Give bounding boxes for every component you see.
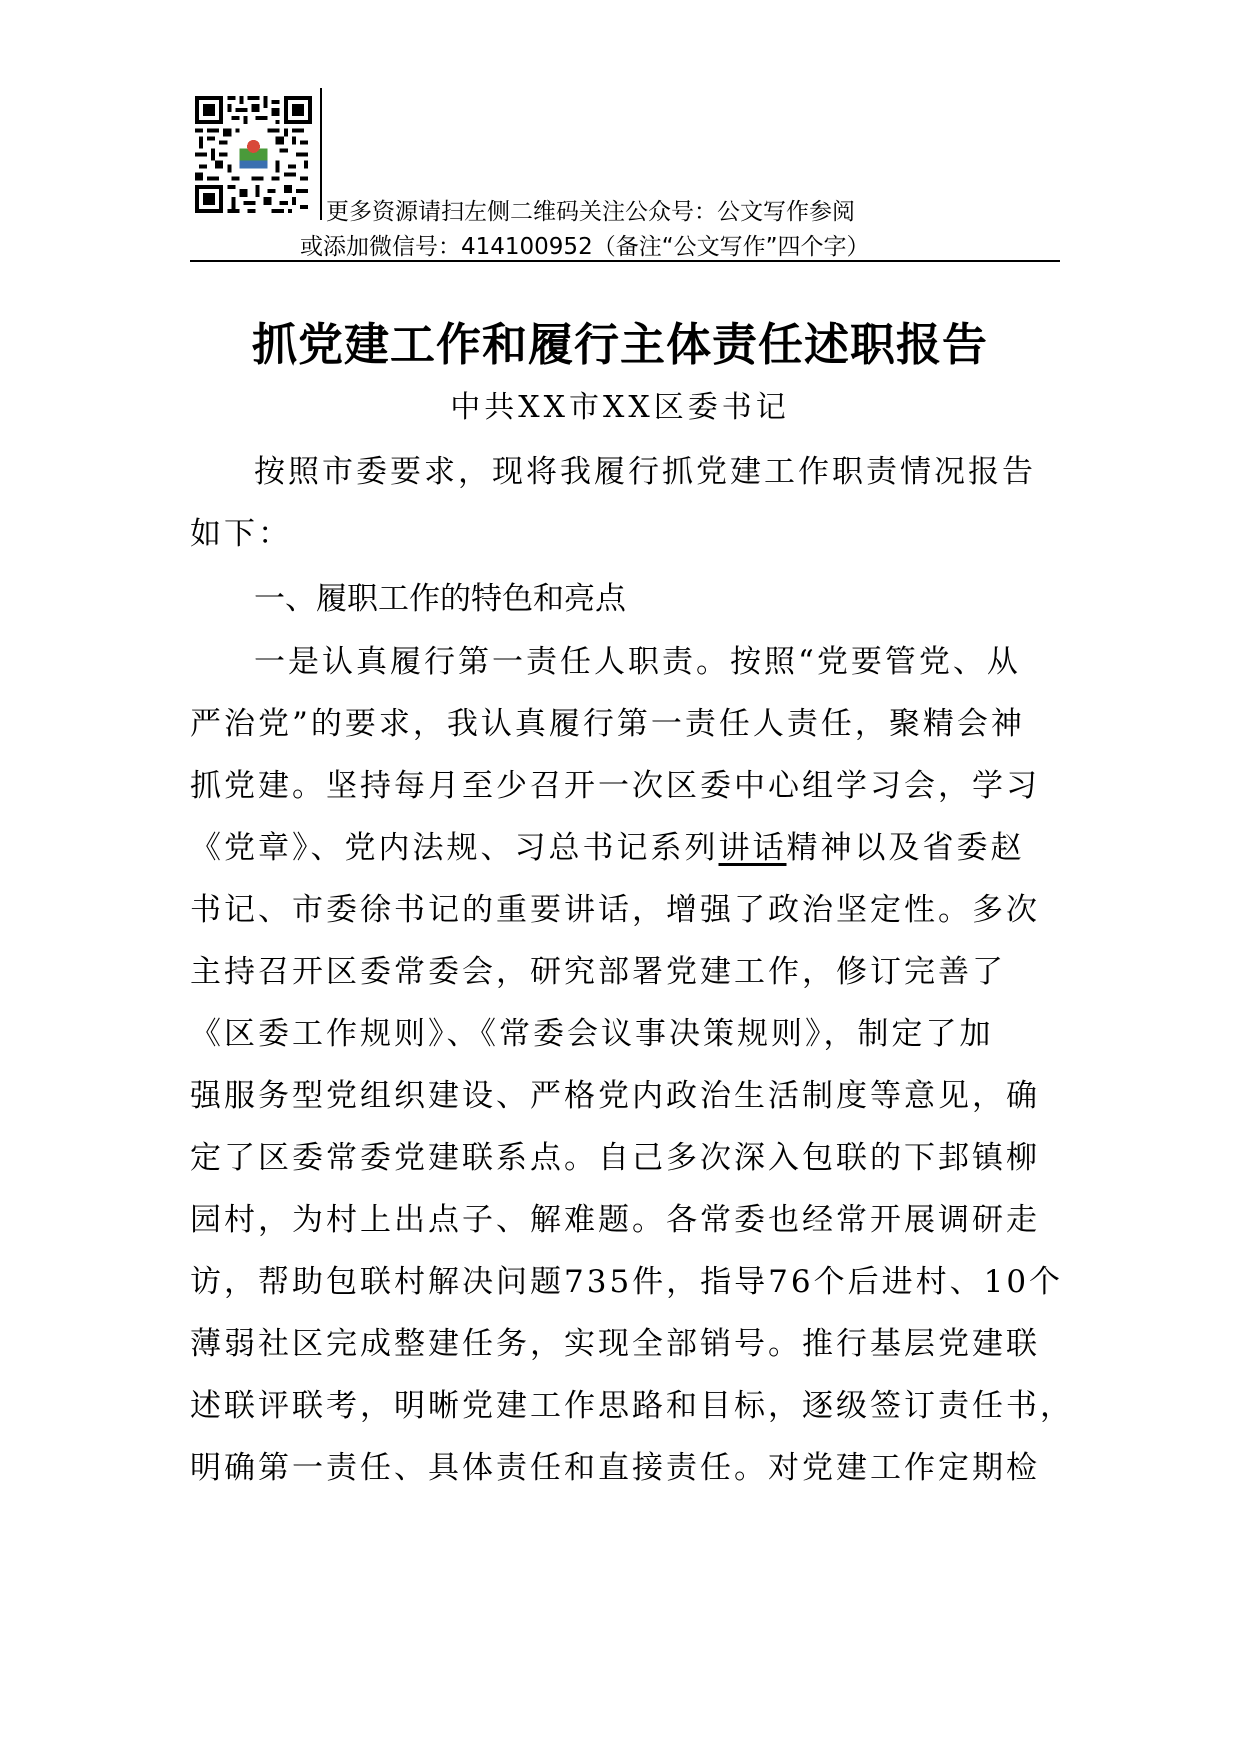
paragraph-line: 书记、市委徐书记的重要讲话，增强了政治坚定性。多次 <box>190 892 1040 928</box>
paragraph-line: 述联评联考，明晰党建工作思路和目标，逐级签订责任书， <box>190 1388 1074 1424</box>
paragraph-line: 园村，为村上出点子、解难题。各常委也经常开展调研走 <box>190 1202 1040 1238</box>
paragraph-line: 主持召开区委常委会，研究部署党建工作，修订完善了 <box>190 954 1006 990</box>
header-promo-text: 更多资源请扫左侧二维码关注公众号：公文写作参阅 <box>326 199 855 225</box>
paragraph-line: 访，帮助包联村解决问题735件，指导76个后进村、10个 <box>190 1264 1064 1300</box>
document-author: 中共XX市XX区委书记 <box>450 390 790 425</box>
paragraph-line: 《区委工作规则》、《常委会议事决策规则》，制定了加 <box>190 1016 994 1052</box>
underlined-link[interactable]: 讲话 <box>718 830 787 866</box>
paragraph-line: 强服务型党组织建设、严格党内政治生活制度等意见，确 <box>190 1078 1040 1114</box>
header-rule <box>190 260 1060 262</box>
paragraph-line: 抓党建。坚持每月至少召开一次区委中心组学习会，学习 <box>190 768 1040 804</box>
paragraph-text: 《党章》、党内法规、习总书记系列 <box>190 830 719 866</box>
paragraph-line: 明确第一责任、具体责任和直接责任。对党建工作定期检 <box>190 1450 1040 1486</box>
header-divider <box>320 88 322 220</box>
paragraph-line: 严治党”的要求，我认真履行第一责任人责任，聚精会神 <box>190 706 1025 742</box>
document-title: 抓党建工作和履行主体责任述职报告 <box>251 318 988 371</box>
header-wechat-text: 或添加微信号：414100952（备注“公文写作”四个字） <box>300 234 870 260</box>
intro-line-2: 如下： <box>190 516 292 552</box>
paragraph-line: 定了区委常委党建联系点。自己多次深入包联的下邽镇柳 <box>190 1140 1040 1176</box>
intro-line-1: 按照市委要求，现将我履行抓党建工作职责情况报告 <box>254 454 1036 490</box>
section-heading: 一、履职工作的特色和亮点 <box>254 581 626 617</box>
paragraph-line: 薄弱社区完成整建任务，实现全部销号。推行基层党建联 <box>190 1326 1040 1362</box>
paragraph-text: 精神以及省委赵 <box>786 830 1025 866</box>
page-header <box>190 88 1060 260</box>
qr-code-icon <box>195 96 312 213</box>
paragraph-line: 一是认真履行第一责任人职责。按照“党要管党、从 <box>254 644 1021 680</box>
paragraph-line <box>190 822 1050 867</box>
